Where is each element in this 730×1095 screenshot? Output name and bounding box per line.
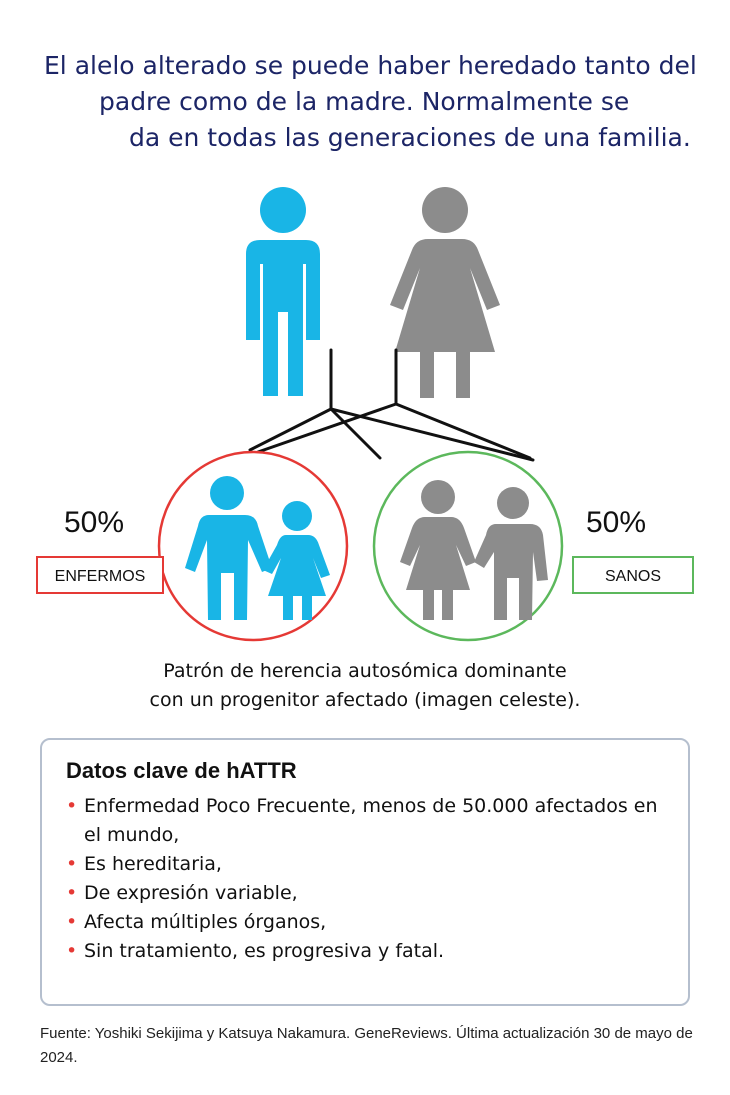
- key-facts-box: [40, 738, 690, 1006]
- key-fact-item: • Es hereditaria,: [66, 850, 668, 879]
- intro-line-3: da en todas las generaciones de una familia.: [129, 123, 691, 152]
- intro-text: [0, 48, 730, 156]
- key-facts-list: [66, 792, 668, 966]
- key-fact-item: • Afecta múltiples órganos,: [66, 908, 668, 937]
- key-facts-title: Datos clave de hATTR: [66, 758, 297, 783]
- intro-line-2: padre como de la madre. Normalmente se: [99, 87, 630, 116]
- healthy-percent: 50%: [586, 506, 647, 539]
- key-fact-item: • Sin tratamiento, es progresiva y fatal.: [66, 937, 668, 966]
- intro-line-1: El alelo alterado se puede haber heredado tanto del: [44, 51, 697, 80]
- healthy-label: SANOS: [572, 556, 694, 594]
- mother-figure-icon: [390, 187, 500, 398]
- key-fact-item: • De expresión variable,: [66, 879, 668, 908]
- caption-line-1: Patrón de herencia autosómica dominante: [163, 660, 567, 682]
- sick-percent: 50%: [64, 506, 125, 539]
- diagram-caption: [0, 657, 730, 715]
- source-citation: Fuente: Yoshiki Sekijima y Katsuya Nakamura. GeneReviews. Última actualización 30 de mayo de 2024.: [40, 1025, 693, 1066]
- sick-label: ENFERMOS: [36, 556, 164, 594]
- caption-line-2: con un progenitor afectado (imagen celeste).: [149, 689, 581, 711]
- key-fact-item: • Enfermedad Poco Frecuente, menos de 50.000 afectados en el mundo,: [66, 792, 668, 850]
- father-figure-icon: [246, 187, 320, 396]
